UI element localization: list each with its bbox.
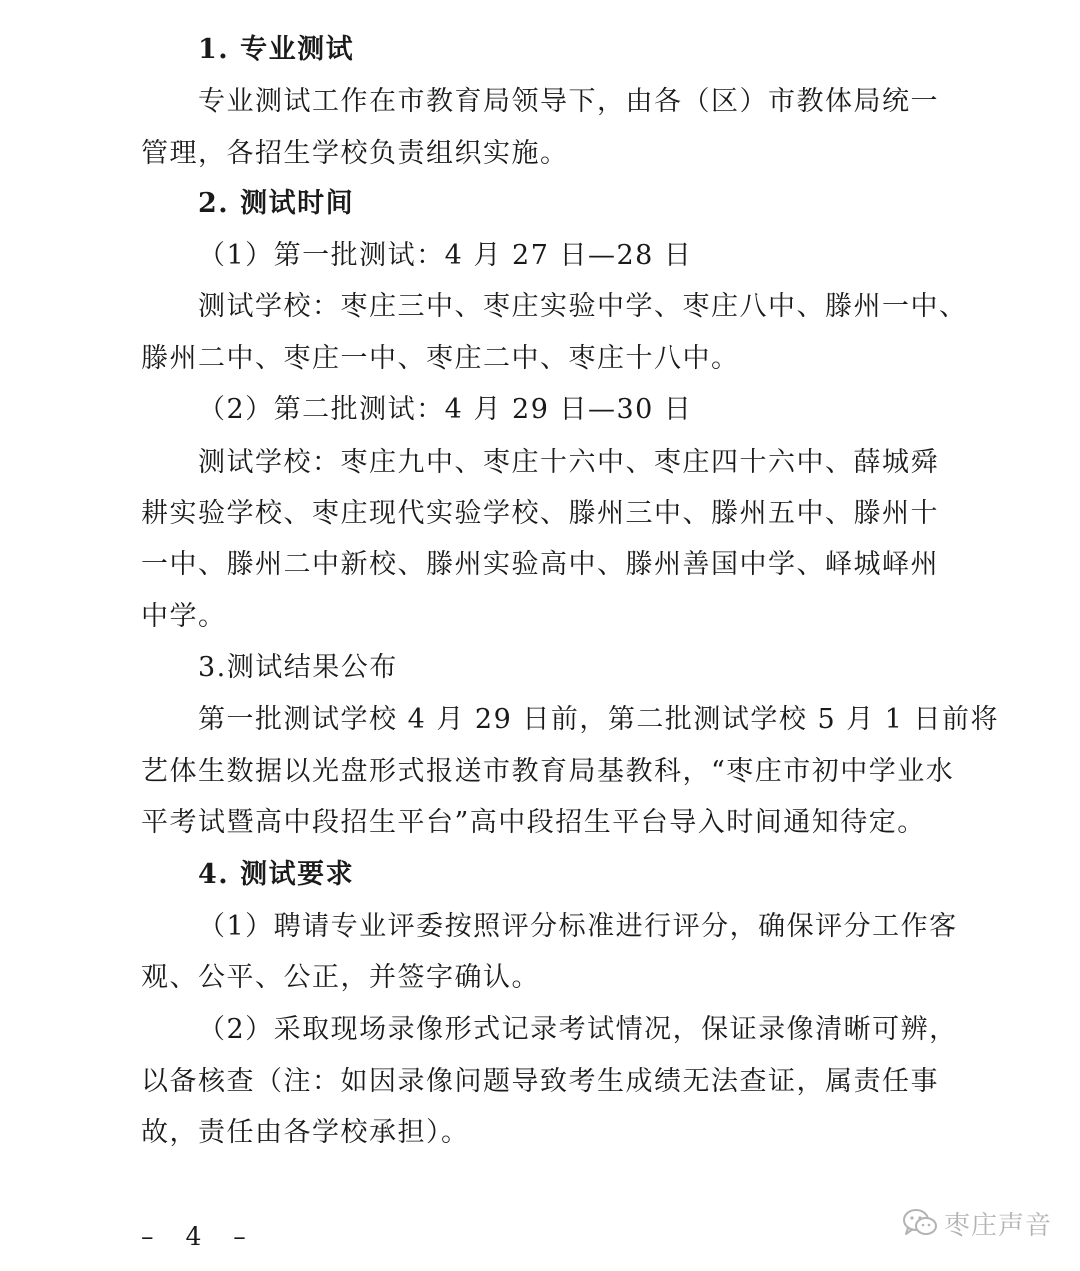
- paragraph-line: 以备核查（注：如因录像问题导致考生成绩无法查证，属责任事: [141, 1066, 939, 1097]
- paragraph-line: 一中、滕州二中新校、滕州实验高中、滕州善国中学、峄城峄州: [141, 549, 939, 580]
- paragraph-line: 测试学校：枣庄九中、枣庄十六中、枣庄四十六中、薛城舜: [198, 447, 939, 478]
- paragraph-line: （1）聘请专业评委按照评分标准进行评分，确保评分工作客: [198, 911, 958, 942]
- paragraph-line: 专业测试工作在市教育局领导下，由各（区）市教体局统一: [198, 86, 939, 117]
- paragraph-line: 耕实验学校、枣庄现代实验学校、滕州三中、滕州五中、滕州十: [141, 498, 939, 529]
- watermark-text: 枣庄声音: [944, 1210, 1053, 1241]
- section-heading-3: 3.测试结果公布: [198, 652, 398, 683]
- batch-1-title: （1）第一批测试：4 月 27 日—28 日: [198, 240, 693, 271]
- paragraph-line: 第一批测试学校 4 月 29 日前，第二批测试学校 5 月 1 日前将: [198, 704, 1000, 735]
- section-heading-2: 2. 测试时间: [198, 188, 355, 219]
- paragraph-line: 观、公平、公正，并签字确认。: [141, 962, 540, 993]
- section-heading-1: 1. 专业测试: [198, 34, 355, 65]
- paragraph-line: 平考试暨高中段招生平台”高中段招生平台导入时间通知待定。: [141, 807, 926, 838]
- paragraph-line: 艺体生数据以光盘形式报送市教育局基教科，“枣庄市初中学业水: [141, 756, 955, 787]
- batch-2-title: （2）第二批测试：4 月 29 日—30 日: [198, 394, 693, 425]
- paragraph-line: 管理，各招生学校负责组织实施。: [141, 138, 569, 169]
- paragraph-line: 滕州二中、枣庄一中、枣庄二中、枣庄十八中。: [141, 343, 740, 374]
- paragraph-line: 中学。: [141, 601, 227, 632]
- page-number: – 4 –: [141, 1222, 258, 1251]
- section-heading-4: 4. 测试要求: [198, 859, 355, 890]
- wechat-icon: [902, 1208, 938, 1238]
- paragraph-line: 故，责任由各学校承担）。: [141, 1117, 470, 1148]
- watermark: [902, 1203, 1052, 1243]
- paragraph-line: （2）采取现场录像形式记录考试情况，保证录像清晰可辨，: [198, 1014, 958, 1045]
- paragraph-line: 测试学校：枣庄三中、枣庄实验中学、枣庄八中、滕州一中、: [198, 291, 968, 322]
